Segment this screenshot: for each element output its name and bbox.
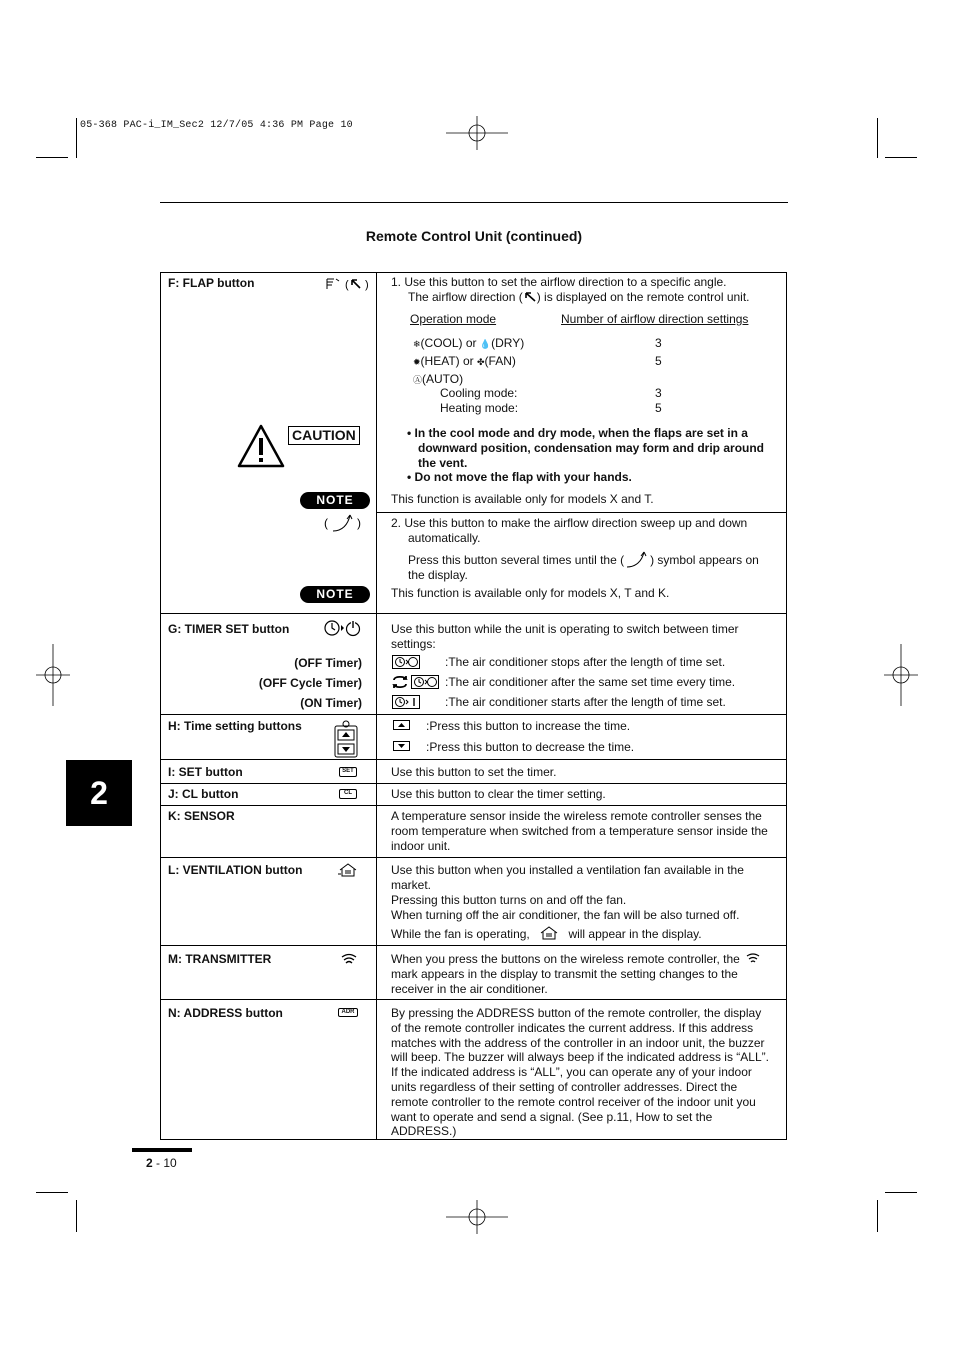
swing-step-2: 2. Use this button to make the airflow direction sweep up and down <box>391 516 748 530</box>
svg-text:): ) <box>365 279 369 291</box>
flap-divider <box>376 512 787 513</box>
button-description-table <box>160 272 787 1140</box>
registration-mark-left <box>36 644 70 706</box>
timer-set-icon <box>324 619 364 637</box>
transmitter-icon <box>340 952 358 964</box>
off-timer-desc: :The air conditioner stops after the length of time set. <box>445 655 726 669</box>
cl-desc: Use this button to clear the timer setting. <box>391 787 606 801</box>
time-down-desc: :Press this button to decrease the time. <box>426 740 635 754</box>
vent-desc-4: When turning off the air conditioner, the fan will be also turned off. <box>391 908 740 922</box>
swing-step-2-line-4: the display. <box>408 568 468 582</box>
registration-mark-top <box>446 116 508 150</box>
chapter-tab: 2 <box>66 760 132 826</box>
swing-symbol-icon <box>624 549 650 569</box>
mode-auto: Ⓐ(AUTO) <box>413 372 464 386</box>
note-models-x-t: This function is available only for models X and T. <box>391 492 654 506</box>
label-address-button: N: ADDRESS button <box>168 1006 283 1020</box>
row-set <box>161 759 786 783</box>
value-cool-dry: 3 <box>655 336 662 350</box>
off-cycle-timer-desc: :The air conditioner after the same set time every time. <box>445 675 736 689</box>
label-on-timer: (ON Timer) <box>300 696 362 710</box>
col-airflow-settings: Number of airflow direction settings <box>561 312 749 326</box>
off-cycle-timer-icon <box>392 675 440 689</box>
set-desc: Use this button to set the timer. <box>391 765 557 779</box>
label-time-setting-buttons: H: Time setting buttons <box>168 719 302 733</box>
vent-desc-3: Pressing this button turns on and off the fan. <box>391 893 627 907</box>
caution-bullet-1-line-2: downward position, condensation may form and drip around <box>418 441 765 455</box>
off-timer-icon <box>392 655 420 669</box>
row-flap <box>161 273 786 613</box>
svg-text:(: ( <box>324 516 328 530</box>
set-icon: SET <box>339 767 357 777</box>
label-set-button: I: SET button <box>168 765 243 779</box>
on-timer-icon <box>392 695 420 709</box>
registration-mark-right <box>884 644 918 706</box>
svg-text:(: ( <box>345 279 349 291</box>
sensor-desc-3: indoor unit. <box>391 839 451 853</box>
row-cl <box>161 783 786 805</box>
timer-desc-line-1: Use this button while the unit is operating to switch between timer <box>391 622 739 636</box>
row-address <box>161 999 786 1139</box>
on-timer-desc: :The air conditioner starts after the length of time set. <box>445 695 726 709</box>
label-off-timer: (OFF Timer) <box>294 656 362 670</box>
label-flap-button: F: FLAP button <box>168 276 255 290</box>
label-cl-button: J: CL button <box>168 787 239 801</box>
transmitter-mark-icon <box>745 952 761 963</box>
page-title: Remote Control Unit (continued) <box>365 228 583 244</box>
swing-icon <box>324 511 364 535</box>
flap-icon <box>325 277 375 291</box>
value-auto-heating: 5 <box>655 401 662 415</box>
caution-bullet-2: • Do not move the flap with your hands. <box>407 470 632 484</box>
cool-mode-icon: ❄ <box>413 339 421 349</box>
value-auto-cooling: 3 <box>655 386 662 400</box>
label-ventilation-button: L: VENTILATION button <box>168 863 303 877</box>
note-badge-2: NOTE <box>300 586 370 603</box>
flap-direction-icon <box>523 291 537 302</box>
addr-desc-1: By pressing the ADDRESS button of the remote controller, the display <box>391 1006 762 1020</box>
time-down-icon <box>393 741 411 751</box>
heat-mode-icon: ✹ <box>413 357 421 367</box>
tx-desc-3: receiver in the air conditioner. <box>391 982 548 996</box>
tx-desc-1: When you press the buttons on the wireless remote controller, the <box>391 952 761 967</box>
page-number: 2 - 10 <box>146 1156 177 1170</box>
row-sensor <box>161 805 786 857</box>
warning-triangle-icon <box>236 423 286 469</box>
addr-desc-8: want to operate and send a signal. (See p.11, How to set the <box>391 1110 713 1124</box>
print-slug: 05-368 PAC-i_IM_Sec2 12/7/05 4:36 PM Page 10 <box>80 120 353 131</box>
mode-auto-cooling: Cooling mode: <box>440 386 518 400</box>
tx-desc-2: mark appears in the display to transmit the setting changes to the <box>391 967 738 981</box>
address-icon: ADR <box>338 1008 358 1017</box>
ventilation-icon <box>338 862 358 878</box>
time-setting-buttons-icon <box>333 720 359 758</box>
row-time-setting <box>161 714 786 759</box>
vent-desc-5: While the fan is operating, will appear in the display. <box>391 927 702 941</box>
addr-desc-7: remote controller to the remote control receiver of the indoor unit you <box>391 1095 756 1109</box>
addr-desc-6: units regardless of their setting of controller addresses. Direct the <box>391 1080 738 1094</box>
col-operation-mode: Operation mode <box>410 312 497 326</box>
registration-mark-bottom <box>446 1200 508 1234</box>
flap-direction-text: The airflow direction ( ) is displayed on the remote control unit. <box>408 290 750 304</box>
time-up-desc: :Press this button to increase the time. <box>426 719 631 733</box>
label-sensor: K: SENSOR <box>168 809 235 823</box>
fan-mode-icon: ✤ <box>477 357 485 367</box>
addr-desc-3: matches with the address of the controller in an indoor unit, the buzzer <box>391 1036 765 1050</box>
addr-desc-4: will beep. The buzzer will always beep if the indicated address is “ALL”. <box>391 1050 769 1064</box>
time-up-icon <box>393 720 411 730</box>
sensor-desc-2: room temperature when switched from a temperature sensor inside the <box>391 824 768 838</box>
sensor-desc-1: A temperature sensor inside the wireless remote controller senses the <box>391 809 762 823</box>
swing-step-2-line-2: automatically. <box>408 531 481 545</box>
row-ventilation <box>161 857 786 945</box>
timer-desc-line-2: settings: <box>391 637 436 651</box>
mode-auto-heating: Heating mode: <box>440 401 519 415</box>
value-heat-fan: 5 <box>655 354 662 368</box>
label-timer-set-button: G: TIMER SET button <box>168 622 290 636</box>
swing-press-text: Press this button several times until the ( ) symbol appears on <box>408 549 759 569</box>
label-transmitter: M: TRANSMITTER <box>168 952 272 966</box>
vent-desc-1: Use this button when you installed a ventilation fan available in the <box>391 863 744 877</box>
svg-text:): ) <box>357 516 361 530</box>
auto-mode-icon: Ⓐ <box>413 375 423 385</box>
flap-step-1: 1. Use this button to set the airflow direction to a specific angle. <box>391 275 727 289</box>
label-off-cycle-timer: (OFF Cycle Timer) <box>258 676 362 690</box>
caution-bullet-1-line-3: the vent. <box>418 456 468 470</box>
note-badge: NOTE <box>300 492 370 509</box>
caution-bullet-1: • In the cool mode and dry mode, when the flaps are set in a <box>407 426 748 440</box>
ventilation-display-icon <box>539 926 559 940</box>
row-transmitter <box>161 945 786 999</box>
mode-cool-dry: ❄(COOL) or 💧(DRY) <box>413 336 525 350</box>
note-models-x-t-k: This function is available only for models X, T and K. <box>391 586 670 600</box>
cl-icon: CL <box>339 789 357 799</box>
footer-bar <box>132 1148 192 1152</box>
dry-mode-icon: 💧 <box>479 339 492 349</box>
vent-desc-2: market. <box>391 878 432 892</box>
caution-label: CAUTION <box>288 426 360 445</box>
addr-desc-9: ADDRESS.) <box>391 1124 457 1138</box>
addr-desc-2: of the remote controller indicates the current address. If this address <box>391 1021 754 1035</box>
mode-heat-fan: ✹(HEAT) or ✤(FAN) <box>413 354 516 368</box>
row-timer-set <box>161 613 786 714</box>
addr-desc-5: If the indicated address is “ALL”, you can operate any of your indoor <box>391 1065 752 1079</box>
header-rule <box>160 202 788 203</box>
